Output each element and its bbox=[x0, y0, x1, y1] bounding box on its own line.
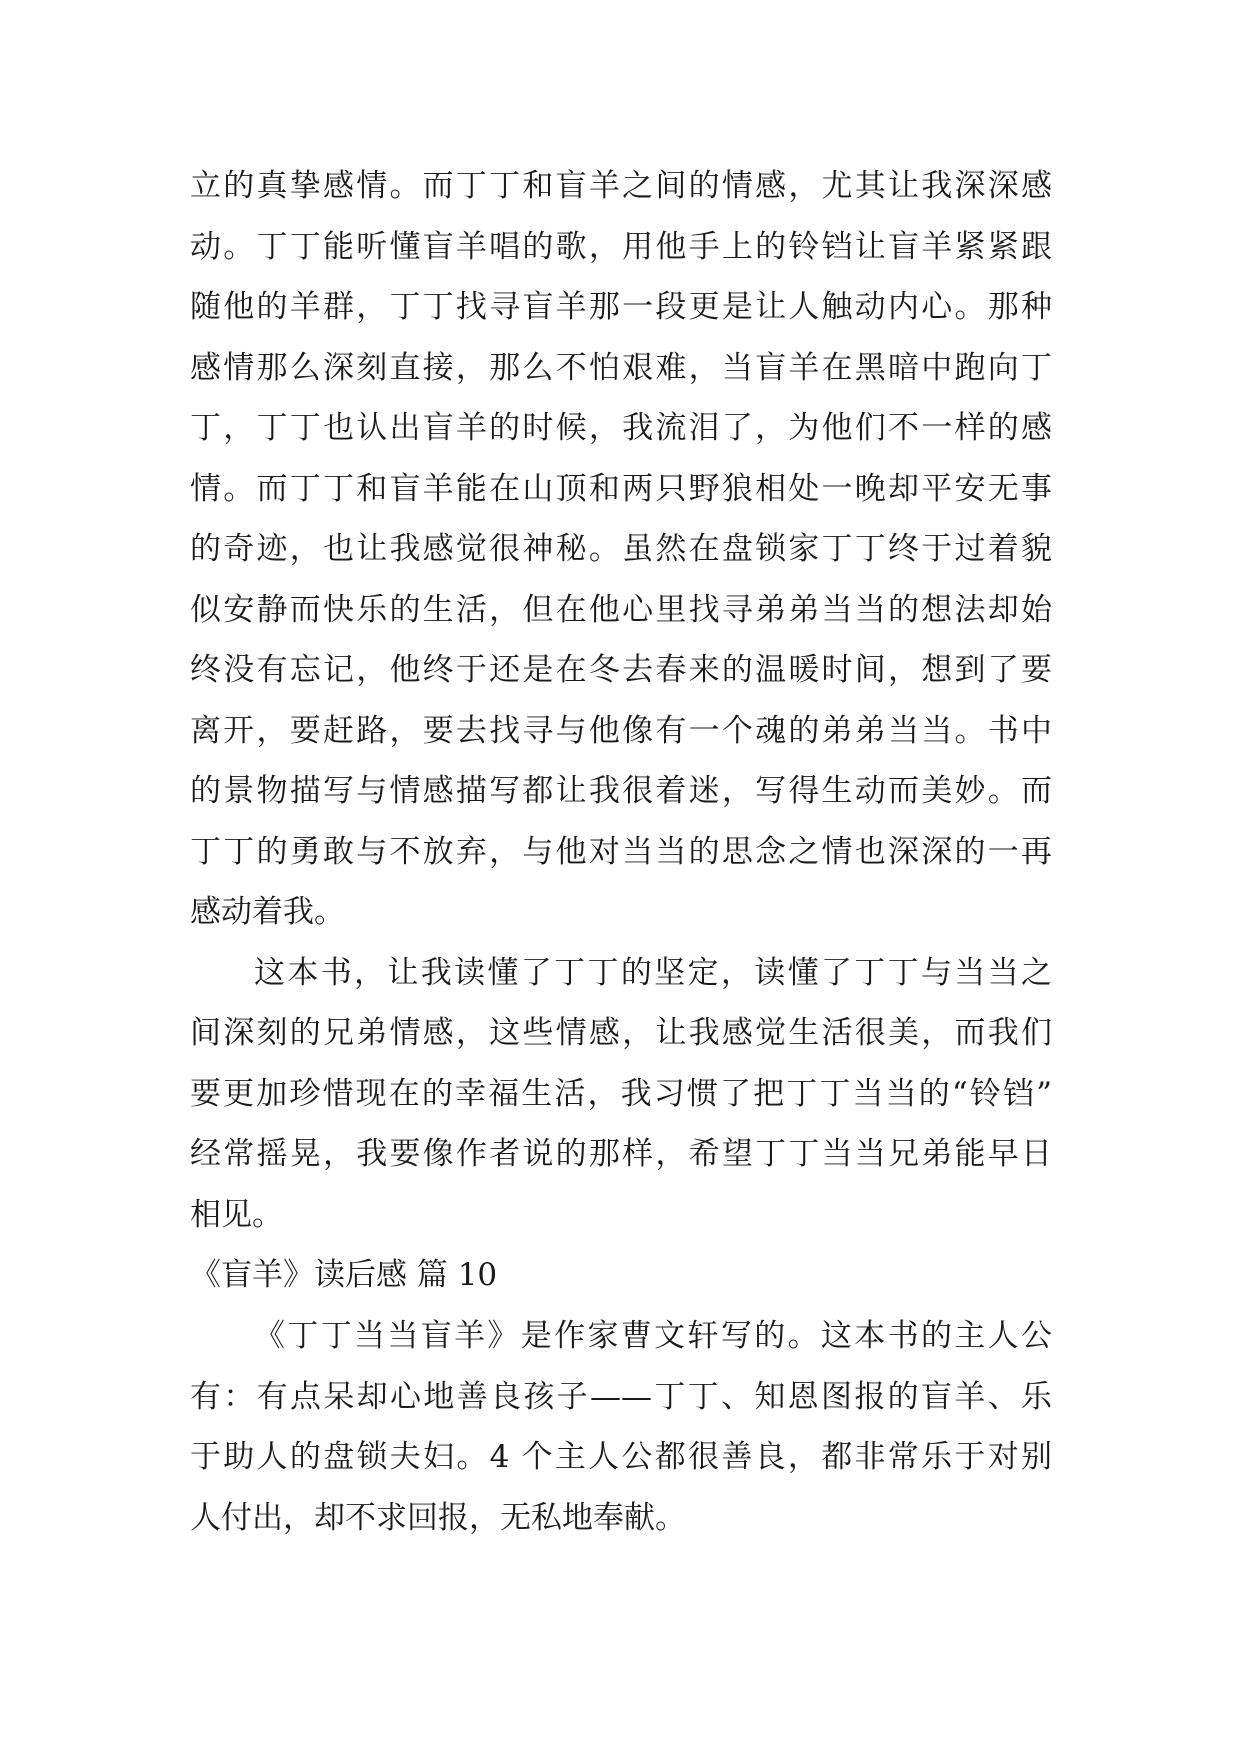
text-line: 经常摇晃，我要像作者说的那样，希望丁丁当当兄弟能早日 bbox=[190, 1136, 1052, 1172]
text-line: 立的真挚感情。而丁丁和盲羊之间的情感，尤其让我深深感 bbox=[190, 168, 1052, 204]
text-line: 似安静而快乐的生活，但在他心里找寻弟弟当当的想法却始 bbox=[190, 591, 1052, 628]
text-line: 感动着我。 bbox=[190, 894, 345, 930]
text-line: 人付出，却不求回报，无私地奉献。 bbox=[190, 1499, 686, 1536]
text-line: 动。丁丁能听懂盲羊唱的歌，用他手上的铃铛让盲羊紧紧跟 bbox=[190, 228, 1052, 265]
text-line: 丁，丁丁也认出盲羊的时候，我流泪了，为他们不一样的感 bbox=[190, 410, 1052, 446]
text-line: 相见。 bbox=[190, 1196, 283, 1233]
text-line: 丁丁的勇敢与不放弃，与他对当当的思念之情也深深的一再 bbox=[190, 833, 1052, 870]
text-line: 感情那么深刻直接，那么不怕艰难，当盲羊在黑暗中跑向丁 bbox=[190, 349, 1052, 386]
text-line: 《丁丁当当盲羊》是作家曹文轩写的。这本书的主人公 bbox=[254, 1318, 1052, 1354]
text-line: 随他的羊群，丁丁找寻盲羊那一段更是让人触动内心。那种 bbox=[190, 289, 1052, 325]
text-line: 间深刻的兄弟情感，这些情感，让我感觉生活很美，而我们 bbox=[190, 1015, 1052, 1051]
text-line: 情。而丁丁和盲羊能在山顶和两只野狼相处一晚却平安无事 bbox=[190, 470, 1052, 507]
text-line: 离开，要赶路，要去找寻与他像有一个魂的弟弟当当。书中 bbox=[190, 712, 1052, 749]
body-text-section-2 bbox=[190, 1306, 1052, 1548]
paragraph-1 bbox=[190, 156, 1052, 943]
text-line: 这本书，让我读懂了丁丁的坚定，读懂了丁丁与当当之 bbox=[254, 954, 1052, 991]
text-line: 有：有点呆却心地善良孩子——丁丁、知恩图报的盲羊、乐 bbox=[190, 1378, 1052, 1415]
paragraph-2 bbox=[190, 943, 1052, 1246]
text-line: 要更加珍惜现在的幸福生活，我习惯了把丁丁当当的“铃铛” bbox=[190, 1075, 1052, 1112]
body-text bbox=[190, 156, 1052, 1245]
text-line: 的奇迹，也让我感觉很神秘。虽然在盘锁家丁丁终于过着貌 bbox=[190, 531, 1052, 567]
paragraph-3 bbox=[190, 1306, 1052, 1548]
section-heading: 《盲羊》读后感 篇 10 bbox=[190, 1257, 498, 1293]
text-line: 于助人的盘锁夫妇。4 个主人公都很善良，都非常乐于对别 bbox=[190, 1439, 1052, 1475]
text-line: 终没有忘记，他终于还是在冬去春来的温暖时间，想到了要 bbox=[190, 652, 1052, 688]
text-line: 的景物描写与情感描写都让我很着迷，写得生动而美妙。而 bbox=[190, 773, 1052, 809]
